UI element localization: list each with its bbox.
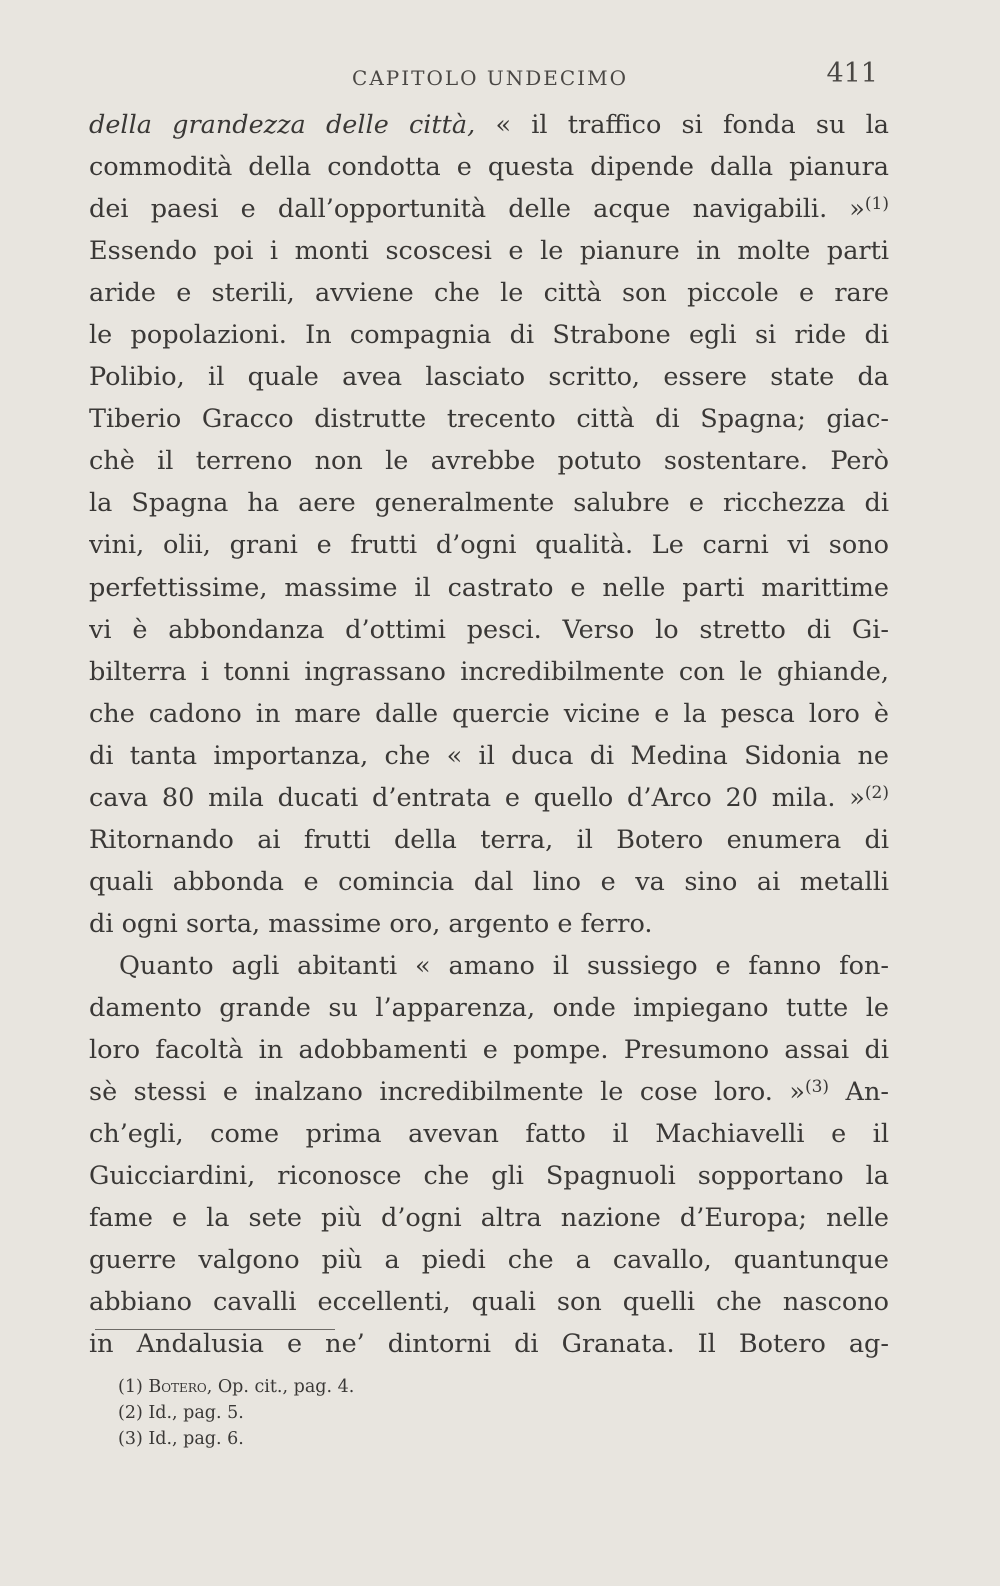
- text-line: [89, 1155, 889, 1197]
- text-line: [89, 272, 889, 314]
- footnote-text: Id., pag. 6.: [148, 1429, 244, 1449]
- text-line: [89, 146, 889, 188]
- footnote-author: Botero,: [148, 1377, 213, 1397]
- line-text: Guicciardini, riconosce che gli Spagnuoli sopportano la: [89, 1161, 889, 1192]
- text-line: [89, 1197, 889, 1239]
- line-text: cava 80 mila ducati d’entrata e quello d’Arco 20 mila. »: [89, 782, 865, 813]
- text-line: [89, 524, 889, 566]
- line-text: damento grande su l’apparenza, onde impiegano tutte le: [89, 992, 889, 1023]
- line-text: la Spagna ha aere generalmente salubre e ricchezza di: [89, 488, 889, 519]
- line-text: vini, olii, grani e frutti d’ogni qualità. Le carni vi sono: [89, 530, 889, 561]
- footnote-mark: (3): [118, 1429, 149, 1449]
- text-line: [89, 567, 889, 609]
- footnotes: [118, 1374, 618, 1452]
- line-text: aride e sterili, avviene che le città son piccole e rare: [89, 278, 889, 309]
- text-line: [89, 651, 889, 693]
- text-line: [89, 861, 889, 903]
- line-text: le popolazioni. In compagnia di Strabone egli si ride di: [89, 320, 889, 351]
- footnote-separator: [95, 1329, 335, 1330]
- text-line: [89, 819, 889, 861]
- line-text: Quanto agli abitanti « amano il sussiego e fanno fon-: [119, 950, 889, 981]
- text-line: [89, 945, 889, 987]
- text-line: [89, 609, 889, 651]
- text-line: [89, 188, 889, 230]
- text-line: [89, 398, 889, 440]
- line-text: in Andalusia e ne’ dintorni di Granata. Il Botero ag-: [89, 1329, 889, 1360]
- line-text: chè il terreno non le avrebbe potuto sostentare. Però: [89, 446, 889, 477]
- line-text: abbiano cavalli eccellenti, quali son quelli che nascono: [89, 1287, 889, 1318]
- text-line: [89, 903, 889, 945]
- italic-phrase: della grandezza delle città,: [89, 110, 476, 140]
- chapter-title: CAPITOLO UNDECIMO: [352, 66, 628, 90]
- footnote-ref: (2): [864, 782, 889, 803]
- text-line: [89, 1239, 889, 1281]
- body-text: [89, 104, 889, 1365]
- text-line: [89, 482, 889, 524]
- line-text: loro facoltà in adobbamenti e pompe. Presumono assai di: [89, 1035, 889, 1066]
- text-line: [89, 314, 889, 356]
- footnote-text: Op. cit., pag. 4.: [212, 1377, 355, 1397]
- line-text: di tanta importanza, che « il duca di Medina Sidonia ne: [89, 740, 889, 771]
- line-text: guerre valgono più a piedi che a cavallo, quantunque: [89, 1245, 889, 1276]
- footnote-mark: (1): [118, 1377, 149, 1397]
- line-text: Ritornando ai frutti della terra, il Botero enumera di: [89, 824, 889, 855]
- text-line: [89, 735, 889, 777]
- line-text: perfettissime, massime il castrato e nelle parti marittime: [89, 572, 889, 603]
- text-line: [89, 230, 889, 272]
- line-text: sè stessi e inalzano incredibilmente le cose loro. »: [89, 1077, 805, 1108]
- line-text: « il traffico si fonda su la: [475, 110, 889, 140]
- line-text: commodità della condotta e questa dipende dalla pianura: [89, 152, 889, 183]
- footnote-text: Id., pag. 5.: [148, 1403, 244, 1423]
- line-text: fame e la sete più d’ogni altra nazione d’Europa; nelle: [89, 1203, 889, 1234]
- text-line: [89, 1029, 889, 1071]
- text-line: [89, 777, 889, 819]
- text-line: [89, 356, 889, 398]
- text-line: [89, 1113, 889, 1155]
- line-text: Tiberio Gracco distrutte trecento città di Spagna; giac-: [89, 404, 889, 435]
- line-text: di ogni sorta, massime oro, argento e ferro.: [89, 908, 653, 939]
- line-text: ch’egli, come prima avevan fatto il Machiavelli e il: [89, 1119, 889, 1150]
- line-text: quali abbonda e comincia dal lino e va sino ai metalli: [89, 866, 889, 897]
- line-text: Polibio, il quale avea lasciato scritto, essere state da: [89, 362, 889, 393]
- running-head: [90, 58, 890, 98]
- text-line: [89, 440, 889, 482]
- text-line: [89, 987, 889, 1029]
- line-text: Essendo poi i monti scoscesi e le pianure in molte parti: [89, 236, 889, 267]
- text-line: [89, 693, 889, 735]
- footnote-mark: (2): [118, 1403, 149, 1423]
- text-line: [89, 1281, 889, 1323]
- line-text: che cadono in mare dalle quercie vicine e la pesca loro è: [89, 698, 889, 729]
- line-text: vi è abbondanza d’ottimi pesci. Verso lo stretto di Gi-: [89, 614, 889, 645]
- footnote: [118, 1426, 618, 1452]
- footnote: [118, 1400, 618, 1426]
- line-text: bilterra i tonni ingrassano incredibilmente con le ghiande,: [89, 656, 889, 687]
- line-text: dei paesi e dall’opportunità delle acque navigabili. »: [89, 194, 865, 225]
- text-line: [89, 104, 889, 146]
- footnote: [118, 1374, 618, 1400]
- text-line: [89, 1071, 889, 1113]
- footnote-ref: (3): [804, 1077, 830, 1098]
- page-number: 411: [826, 58, 878, 89]
- line-text-after: An-: [829, 1077, 889, 1108]
- footnote-ref: (1): [864, 194, 889, 215]
